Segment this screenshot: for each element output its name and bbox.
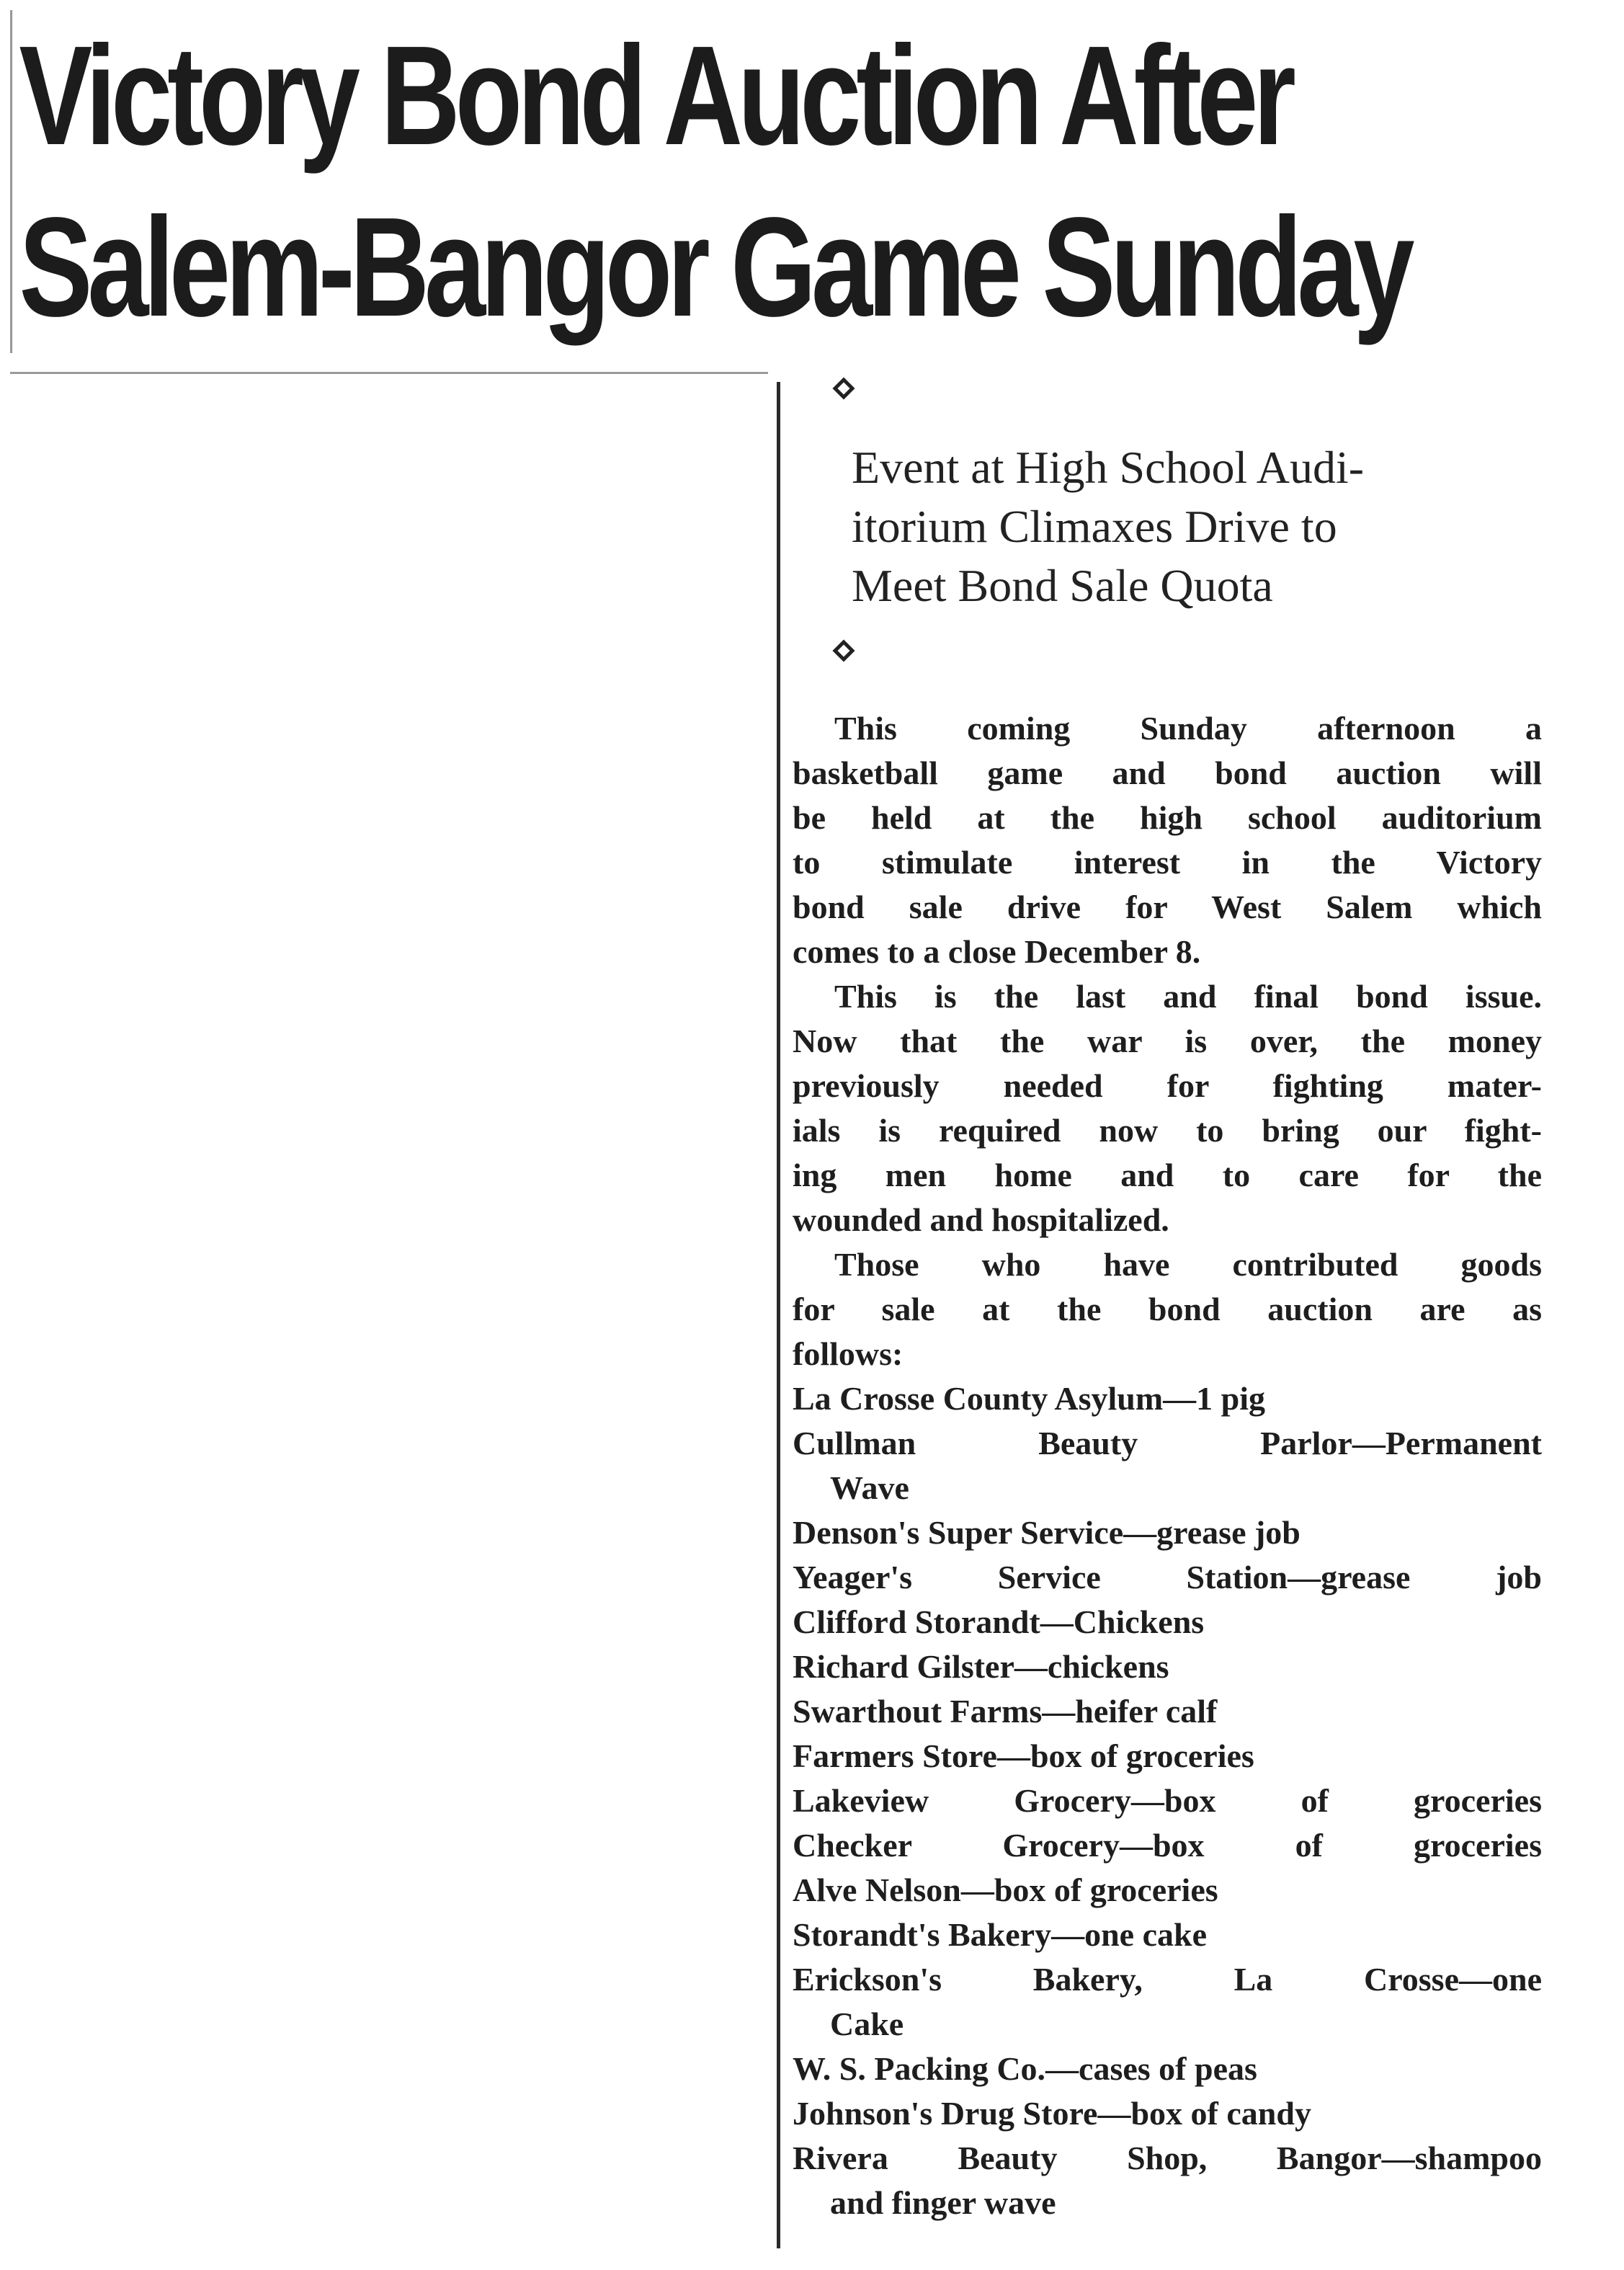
paragraph-3 [793, 1242, 1542, 1376]
text-line: ing men home and to care for the [793, 1157, 1542, 1193]
text-line: wounded and hospitalized. [793, 1201, 1169, 1238]
text-line: bond sale drive for West Salem which [793, 889, 1542, 925]
list-item: Alve Nelson—box of groceries [793, 1871, 1218, 1908]
headline-line-1: Victory Bond Auction After [19, 17, 1291, 174]
text-line: comes to a close December 8. [793, 933, 1201, 970]
text-line: to stimulate interest in the Victory [793, 844, 1542, 881]
headline-line-2: Salem-Bangor Game Sunday [19, 188, 1410, 346]
paragraph-2 [793, 974, 1542, 1242]
text-line: previously needed for fighting mater- [793, 1067, 1542, 1104]
deck-subheadline [852, 438, 1558, 615]
text-line: for sale at the bond auction are as [793, 1291, 1542, 1327]
list-item-continuation: Cake [830, 2006, 904, 2042]
text-line: This is the last and final bond issue. [834, 978, 1542, 1015]
list-item-continuation: and finger wave [830, 2184, 1056, 2221]
list-item: Denson's Super Service—grease job [793, 1514, 1300, 1551]
list-item: Johnson's Drug Store—box of candy [793, 2095, 1311, 2132]
column-rule [777, 382, 780, 2248]
deck-line-1: Event at High School Audi- [852, 442, 1365, 493]
list-item-continuation: Wave [830, 1469, 909, 1506]
article-body [793, 706, 1542, 2225]
text-line: follows: [793, 1335, 904, 1372]
text-line: Those who have contributed goods [834, 1246, 1542, 1283]
list-item: Erickson's Bakery, La Crosse—one [793, 1961, 1542, 1998]
headline [10, 10, 1410, 353]
deck-line-3: Meet Bond Sale Quota [852, 560, 1273, 611]
list-item: Richard Gilster—chickens [793, 1648, 1169, 1685]
headline-rule [10, 372, 768, 374]
list-item: Lakeview Grocery—box of groceries [793, 1782, 1542, 1819]
list-item: W. S. Packing Co.—cases of peas [793, 2050, 1257, 2087]
diamond-ornament-icon [832, 639, 855, 662]
list-item: La Crosse County Asylum—1 pig [793, 1380, 1266, 1417]
text-line: basketball game and bond auction will [793, 755, 1542, 791]
list-item: Swarthout Farms—heifer calf [793, 1693, 1218, 1730]
list-item: Storandt's Bakery—one cake [793, 1916, 1207, 1953]
contributor-list [793, 1376, 1542, 2225]
list-item: Clifford Storandt—Chickens [793, 1603, 1205, 1640]
text-line: This coming Sunday afternoon a [834, 710, 1542, 747]
text-line: be held at the high school auditorium [793, 799, 1542, 836]
list-item: Checker Grocery—box of groceries [793, 1827, 1542, 1864]
deck-line-2: itorium Climaxes Drive to [852, 501, 1337, 552]
diamond-ornament-icon [832, 377, 855, 399]
list-item: Cullman Beauty Parlor—Permanent [793, 1425, 1542, 1461]
list-item: Farmers Store—box of groceries [793, 1737, 1254, 1774]
list-item: Rivera Beauty Shop, Bangor—shampoo [793, 2140, 1542, 2176]
paragraph-1 [793, 706, 1542, 974]
text-line: ials is required now to bring our fight- [793, 1112, 1542, 1149]
list-item: Yeager's Service Station—grease job [793, 1559, 1542, 1595]
text-line: Now that the war is over, the money [793, 1023, 1542, 1059]
